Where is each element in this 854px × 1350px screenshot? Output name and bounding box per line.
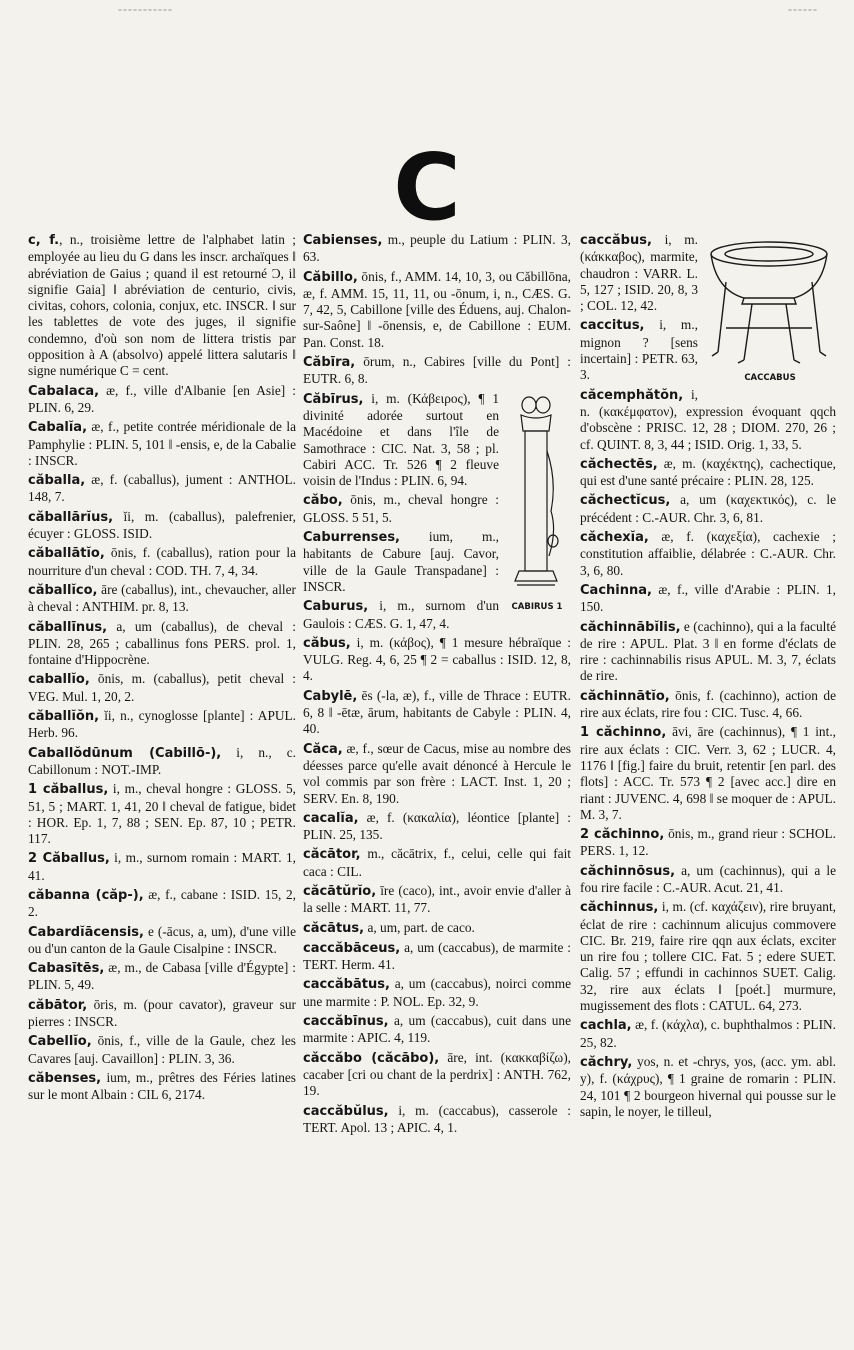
dictionary-entry	[303, 1050, 571, 1100]
dictionary-entry	[303, 232, 571, 266]
dictionary-entry	[28, 582, 296, 616]
dictionary-entry	[303, 976, 571, 1010]
entry-headword: cacalĭa,	[303, 810, 359, 826]
entry-headword: Caburus,	[303, 599, 369, 615]
cabirus-caption: CABIRUS 1	[511, 601, 563, 612]
entry-definition: m., căcātrix, f., celui, celle qui fait caca : CIL.	[303, 846, 571, 879]
entry-definition: a, um (caccabus), cuit dans une marmite : APIC. 4, 119.	[303, 1013, 571, 1046]
dictionary-entry	[28, 887, 296, 921]
entry-headword: 2 căchinno,	[580, 827, 665, 843]
dictionary-entry	[303, 883, 571, 917]
entry-headword: cachla,	[580, 1018, 632, 1034]
entry-definition: æ, f., ville d'Albanie [en Asie] : PLIN. 6, 29.	[28, 382, 296, 415]
dictionary-entry	[28, 671, 296, 705]
dictionary-entry	[580, 688, 836, 722]
dictionary-entry	[303, 635, 571, 685]
entry-headword: Cabasītēs,	[28, 961, 105, 977]
entry-definition: ĭi, n., cynoglosse [plante] : APUL. Herb. 96.	[28, 708, 296, 741]
entry-definition: āre (caballus), int., chevaucher, aller à cheval : ANTHIM. pr. 8, 13.	[28, 581, 296, 615]
entry-headword: căbo,	[303, 493, 343, 509]
cabirus-illustration	[505, 391, 569, 615]
dictionary-entry	[303, 1013, 571, 1047]
entry-definition: e (cachinno), qui a la faculté de rire : APUL. Plat. 3 ‖ en forme d'éclats de rire : cachinnabilis risus APUL. M. 3, 7, éclats de rire.	[580, 618, 836, 684]
entry-headword: Cabalĭa,	[28, 420, 88, 436]
entry-headword: căchinnātĭo,	[580, 688, 670, 704]
dictionary-entry	[28, 1070, 296, 1104]
dictionary-entry	[580, 899, 836, 1014]
caccabus-illustration	[704, 232, 836, 386]
entry-headword: caccăbus,	[580, 233, 652, 248]
entry-headword: Căbīra,	[303, 355, 356, 371]
entry-headword: căcātor,	[303, 847, 361, 863]
entry-headword: căbus,	[303, 635, 351, 651]
entry-headword: căballa,	[28, 473, 86, 489]
entry-headword: căcātus,	[303, 920, 365, 936]
entry-definition: æ, f. (κακαλία), léontice [plante] : PLIN. 25, 135.	[303, 809, 571, 843]
entry-definition: īre (caco), int., avoir envie d'aller à la selle : MART. 11, 77.	[303, 882, 571, 916]
dictionary-entry	[580, 529, 836, 579]
dictionary-entry	[580, 1054, 836, 1120]
entry-definition: i, m. (κάκκαβος), marmite, chaudron : VARR. L. 5, 127 ; ISID. 20, 8, 3 ; COL. 12, 42.	[580, 232, 698, 314]
column-1	[28, 232, 296, 1342]
entry-definition: æ, f., sœur de Cacus, mise au nombre des déesses parce qu'elle avait dénoncé à Hercule le vol commis par son frère : LACT. Inst. 1, 20 ; SERV. En. 8, 190.	[303, 740, 571, 806]
entry-headword: caccăbāceus,	[303, 940, 401, 956]
entry-headword: Cabienses,	[303, 233, 383, 248]
entry-definition: yos, n. et -chrys, yos, (acc. ym. abl. y), f. (κάχρυς), ¶ 1 graine de romarin : PLIN. 24, 101 ¶ 2 bourgeon hivernal qui pousse sur le sapin, le noyer, le tilleul,	[580, 1053, 836, 1119]
dictionary-entry	[28, 383, 296, 417]
entry-definition: i, m. (caccabus), casserole : TERT. Apol. 13 ; APIC. 4, 1.	[303, 1102, 571, 1135]
entry-definition: i, m. (cf. καχάζειν), rire bruyant, éclat de rire : cachinnum alicujus commovere CIC. Br. 219, faire rire qqn aux éclats, exciter un rire fou ; tollere CIC. Fat. 5 ; edere SUET. Calig. 57 ; effundi in cachinnos SUET. Calig. 32, rire aux éclats ‖ [poét.] murmure, mugissement des flots : CATUL. 64, 273.	[580, 899, 836, 1014]
dictionary-entry	[28, 781, 296, 847]
entry-definition: e (-ācus, a, um), d'une ville ou d'un canton de la Gaule Cisalpine : INSCR.	[28, 923, 296, 956]
entry-definition: ōnis, m., grand rieur : SCHOL. PERS. 1, 12.	[580, 826, 836, 859]
entry-headword: căballārĭus,	[28, 509, 114, 525]
column-3	[580, 232, 836, 1342]
dictionary-entry	[580, 387, 836, 453]
entry-headword: căballĭco,	[28, 582, 98, 598]
entry-headword: Căca,	[303, 741, 343, 757]
entry-definition: ōnis, m., cheval hongre : GLOSS. 5 51, 5.	[303, 492, 499, 525]
entry-headword: căccăbo (căcābo),	[303, 1050, 440, 1066]
entry-definition: i, m., cheval hongre : GLOSS. 5, 51, 5 ; MART. 1, 41, 20 ‖ cheval de fatigue, bidet : HOR. Ep. 1, 7, 88 ; SEN. Ep. 87, 10 ; PETR. 117.	[28, 781, 296, 847]
dictionary-entry	[303, 688, 571, 738]
caccabus-caption: CACCABUS	[744, 373, 796, 383]
dictionary-entry	[303, 846, 571, 880]
dictionary-entry	[580, 724, 836, 823]
entry-headword: căchry,	[580, 1054, 633, 1070]
entry-definition: i, m. (κάβος), ¶ 1 mesure hébraïque : VULG. Reg. 4, 6, 25 ¶ 2 = caballus : ISID. 12, 8, 4.	[303, 634, 571, 684]
dictionary-entry	[303, 1103, 571, 1137]
entry-definition: āre, int. (κακκαβίζω), cacaber [cri ou chant de la perdrix] : ANTH. 762, 19.	[303, 1049, 571, 1099]
entry-headword: Cabalaca,	[28, 383, 100, 399]
dictionary-entry	[28, 960, 296, 994]
dictionary-entry	[28, 850, 296, 884]
entry-definition: æ, m., de Cabasa [ville d'Égypte] : PLIN. 5, 49.	[28, 960, 296, 993]
dictionary-entry	[303, 354, 571, 388]
entry-headword: căcātŭrĭo,	[303, 883, 377, 899]
entry-definition: æ, m. (καχέκτης), cachectique, qui est d'une santé précaire : PLIN. 28, 125.	[580, 455, 836, 489]
entry-definition: a, um (cachinnus), qui a le fou rire facile : C.-AUR. Acut. 21, 41.	[580, 862, 836, 895]
entry-definition: ōnis, f. (caballus), ration pour la nourriture d'un cheval : COD. TH. 7, 4, 34.	[28, 545, 296, 578]
entry-headword: căchectĭcus,	[580, 493, 671, 509]
dictionary-entry	[580, 1017, 836, 1051]
entry-definition: a, um (caballus), de cheval : PLIN. 28, 265 ; caballinus fons PERS. prol. 1, fontaine d'Hippocrène.	[28, 618, 296, 668]
entry-headword: 1 căchinno,	[580, 725, 667, 741]
entry-headword: căbenses,	[28, 1070, 102, 1086]
entry-headword: căchexĭa,	[580, 530, 649, 546]
entry-definition: æ, f. (κάχλα), c. buphthalmos : PLIN. 25, 82.	[580, 1017, 836, 1050]
dictionary-entry	[303, 940, 571, 974]
entry-definition: ōnis, f. (cachinno), action de rire aux éclats, rire fou : CIC. Tusc. 4, 66.	[580, 687, 836, 721]
entry-definition: i, m., mignon ? [sens incertain] : PETR. 63, 3.	[580, 317, 698, 383]
dictionary-entry	[580, 582, 836, 616]
dictionary-entry	[580, 863, 836, 897]
entry-headword: Cabylē,	[303, 688, 358, 704]
dictionary-entry	[28, 232, 296, 380]
entry-headword: caballĭo,	[28, 672, 90, 688]
entry-headword: căballīnus,	[28, 619, 108, 635]
entry-definition: i, n., c. Cabillonum : NOT.-IMP.	[28, 744, 296, 777]
dictionary-entry	[28, 924, 296, 958]
cabirus-statue-drawing	[505, 391, 567, 599]
entry-headword: caccăbīnus,	[303, 1014, 389, 1030]
entry-definition: æ, f., ville d'Arabie : PLIN. 1, 150.	[580, 581, 836, 615]
entry-definition: a, um, part. de caco.	[364, 919, 475, 935]
entry-definition: āvi, āre (cachinnus), ¶ 1 int., rire aux éclats : CIC. Verr. 3, 62 ; LUCR. 4, 1176 ‖ [fig.] faire du bruit, retentir [en parl. des flots] : ACC. Tr. 573 ¶ 2 [avec acc.] dire en riant : JUVENC. 4, 698 ‖ se moquer de : APUL. M. 3, 7.	[580, 724, 836, 822]
dictionary-entry	[580, 619, 836, 685]
entry-definition: ōnis, m. (caballus), petit cheval : VEG. Mul. 1, 20, 2.	[28, 671, 296, 704]
previous-page-bleed-left: -----------	[118, 2, 173, 16]
previous-page-bleed-right: ------	[788, 2, 818, 16]
entry-headword: căchectēs,	[580, 456, 658, 472]
entry-headword: Caballŏdūnum (Cabillō-),	[28, 745, 222, 761]
entry-definition: æ, f. (caballus), jument : ANTHOL. 148, 7.	[28, 472, 296, 505]
dictionary-entry	[28, 509, 296, 543]
entry-definition: a, um (caccabus), de marmite : TERT. Herm. 41.	[303, 939, 571, 973]
entry-definition: ium, m., habitants de Cabure [auj. Cavor, ville de la Gaule Transpadane] : INSCR.	[303, 529, 499, 594]
entry-definition: ōris, m. (pour cavator), graveur sur pierres : INSCR.	[28, 996, 296, 1030]
entry-headword: căballātĭo,	[28, 546, 105, 562]
dictionary-entry	[28, 745, 296, 779]
entry-definition: i, n. (κακέμφατον), expression évoquant qqch d'obscène : PRISC. 12, 28 ; DIOM. 270, 26 ; cf. QUINT. 8, 3, 44 ; ISID. Orig. 1, 33, 5.	[580, 386, 836, 452]
dictionary-entry	[580, 826, 836, 860]
dictionary-entry	[28, 1033, 296, 1067]
entry-definition: i, m. (Κάβειρος), ¶ 1 divinité adorée surtout en Macédoine et dans l'île de Samothrace : CIC. Nat. 3, 58 ; pl. Cabiri ACC. Tr. 526 ¶ 2 fleuve voisin de l'Indus : PLIN. 6, 94.	[303, 390, 499, 489]
entry-definition: ĭi, m. (caballus), palefrenier, écuyer : GLOSS. ISID.	[28, 508, 296, 542]
entry-headword: Căbīrus,	[303, 391, 364, 407]
dictionary-entry	[303, 810, 571, 844]
dictionary-entry	[28, 472, 296, 506]
entry-definition: a, um (καχεκτικός), c. le précédent : C.-AUR. Chr. 3, 6, 81.	[580, 492, 836, 525]
dictionary-entry	[28, 545, 296, 579]
entry-headword: c, f.	[28, 233, 60, 248]
entry-definition: a, um (caccabus), noirci comme une marmite : P. NOL. Ep. 32, 9.	[303, 976, 571, 1009]
entry-headword: căchinnus,	[580, 900, 659, 916]
dictionary-entry	[28, 419, 296, 469]
entry-headword: Cabardĭācensis,	[28, 924, 144, 940]
entry-definition: ōnis, f., AMM. 14, 10, 3, ou Căbillōna, æ, f. AMM. 15, 11, 11, ou -ōnum, i, n., CÆS. G. 7, 42, 5, Cabillone [ville des Éduens, auj. Chalon-sur-Saône] ‖ -ōnensis, e, de Cabillone : EUM. Pan. Const. 18.	[303, 268, 571, 350]
entry-headword: căbanna (căp-),	[28, 887, 144, 903]
dictionary-entry	[28, 997, 296, 1031]
entry-headword: 1 căballus,	[28, 782, 109, 798]
entry-headword: căchinnōsus,	[580, 863, 676, 879]
dictionary-entry	[580, 456, 836, 490]
entry-headword: căbātor,	[28, 997, 88, 1013]
caccabus-cauldron-drawing	[704, 232, 834, 370]
entry-definition: i, m., surnom d'un Gaulois : CÆS. G. 1, 47, 4.	[303, 598, 499, 631]
dictionary-entry	[303, 920, 571, 937]
entry-headword: Caburrenses,	[303, 530, 400, 546]
dictionary-entry	[303, 741, 571, 807]
entry-headword: caccitus,	[580, 318, 645, 334]
entry-definition: ium, m., prêtres des Féries latines sur le mont Albain : CIL 6, 2174.	[28, 1069, 296, 1103]
entry-definition: æ, f., petite contrée méridionale de la Pamphylie : PLIN. 5, 101 ‖ -ensis, e, de la Cabalie : INSCR.	[28, 419, 296, 468]
entry-headword: caccăbātus,	[303, 977, 390, 993]
entry-headword: căchinnābĭlis,	[580, 619, 681, 635]
dictionary-entry	[28, 708, 296, 742]
entry-definition: m., peuple du Latium : PLIN. 3, 63.	[303, 232, 571, 265]
entry-definition: æ, f. (καχεξία), cachexie ; constitution affaiblie, délabrée : C.-AUR. Chr. 3, 6, 80.	[580, 529, 836, 578]
entry-headword: Căbillo,	[303, 269, 358, 285]
entry-definition: ōrum, n., Cabires [ville du Pont] : EUTR. 6, 8.	[303, 354, 571, 387]
section-letter: C	[393, 134, 461, 241]
dictionary-entry	[580, 492, 836, 526]
entry-headword: căballĭŏn,	[28, 709, 100, 725]
entry-definition: ēs (-la, æ), f., ville de Thrace : EUTR. 6, 8 ‖ -ētæ, ārum, habitants de Cabyle : PLIN. 4, 40.	[303, 687, 571, 737]
entry-headword: căcemphătŏn,	[580, 387, 684, 403]
column-2	[303, 232, 571, 1342]
entry-headword: Cabellĭo,	[28, 1034, 92, 1050]
entry-definition: , n., troisième lettre de l'alphabet latin ; employée au lieu du G dans les inscr. archaïques ‖ abréviation de Gaius ; quand il est retourné Ɔ, il signifie Gaia] ‖ abréviation de centurio, civis, civitas, cohors, colonia, conjux, etc. INSCR. ‖ sur les tablettes de vote des juges, il signifie condemno, d'où son nom de littera tristis par opposition à A (absolvo) appelé littera salutaris ‖ signe numérique C = cent.	[28, 232, 296, 379]
dictionary-entry	[28, 619, 296, 669]
entry-definition: ōnis, f., ville de la Gaule, chez les Cavares [auj. Cavaillon] : PLIN. 3, 36.	[28, 1033, 296, 1066]
entry-headword: Cachinna,	[580, 582, 652, 598]
entry-headword: 2 Căballus,	[28, 851, 110, 867]
entry-headword: caccăbŭlus,	[303, 1103, 389, 1119]
entry-definition: i, m., surnom romain : MART. 1, 41.	[28, 850, 296, 883]
dictionary-entry	[303, 269, 571, 351]
entry-definition: æ, f., cabane : ISID. 15, 2, 2.	[28, 886, 296, 920]
